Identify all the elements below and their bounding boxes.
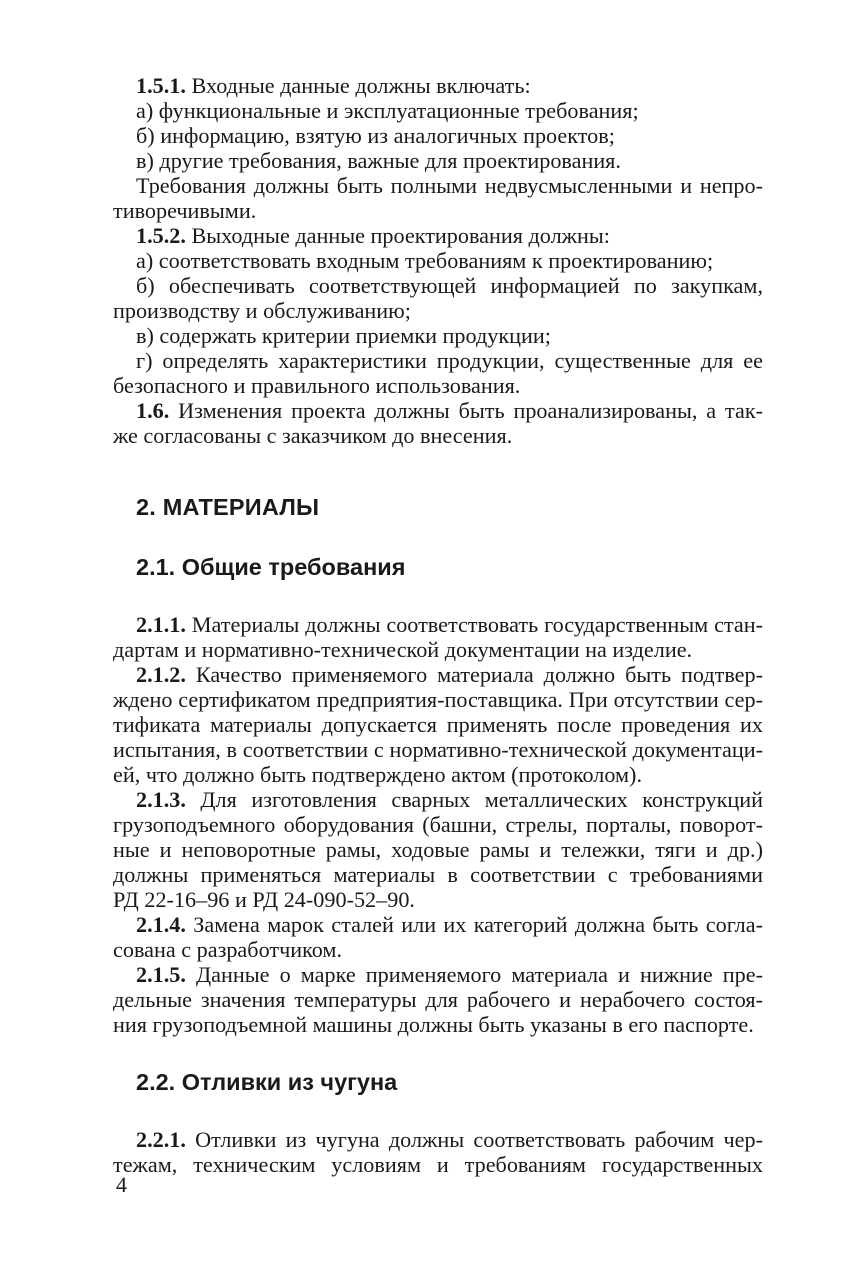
subsection-heading: 2.1. Общие требования xyxy=(136,554,406,580)
clause-text: Качество применяемого материала должно быть подтвер- xyxy=(185,662,763,687)
section-heading: 2. МАТЕРИАЛЫ xyxy=(136,494,320,520)
clause-text: Для изготовления сварных металлических конструкций xyxy=(185,787,763,812)
paragraph-1-5-2 xyxy=(113,223,763,248)
clause-text: Данные о марке применяемого материала и нижние пре- xyxy=(185,962,763,987)
text-line: испытания, в соответствии с нормативно-технической документаци- xyxy=(113,737,763,762)
paragraph-2-1-1 xyxy=(113,612,763,637)
text-line: дельные значения температуры для рабочего и нерабочего состоя- xyxy=(113,987,763,1012)
page-number: 4 xyxy=(116,1172,127,1197)
text-line: тификата материалы допускается применять после проведения их xyxy=(113,712,763,737)
text-line: должны применяться материалы в соответствии с требованиями xyxy=(113,862,763,887)
list-item: в) содержать критерии приемки продукции; xyxy=(136,323,551,348)
clause-text: Выходные данные проектирования должны: xyxy=(185,223,610,248)
list-item: а) функциональные и эксплуатационные требования; xyxy=(136,98,639,123)
text-line: РД 22-16–96 и РД 24-090-52–90. xyxy=(113,887,415,912)
text-line: ждено сертификатом предприятия-поставщика. При отсутствии сер- xyxy=(113,687,763,712)
text-line: ные и неповоротные рамы, ходовые рамы и тележки, тяги и др.) xyxy=(113,837,763,862)
text-line: Требования должны быть полными недвусмысленными и непро- xyxy=(136,173,763,198)
paragraph-2-1-5 xyxy=(113,962,763,987)
clause-text: Изменения проекта должны быть проанализированы, а так- xyxy=(169,398,763,423)
clause-number: 2.1.3. xyxy=(136,787,186,812)
list-item: б) обеспечивать соответствующей информацией по закупкам, xyxy=(136,273,763,298)
text-line: ния грузоподъемной машины должны быть указаны в его паспорте. xyxy=(113,1012,754,1037)
text-line: грузоподъемного оборудования (башни, стрелы, порталы, поворот- xyxy=(113,812,763,837)
text-line: тежам, техническим условиям и требованиям государственных xyxy=(113,1152,763,1177)
clause-text: Замена марок сталей или их категорий должна быть согла- xyxy=(185,912,763,937)
text-line: сована с разработчиком. xyxy=(113,937,343,962)
clause-number: 2.2.1. xyxy=(136,1127,186,1152)
text-line: тиворечивыми. xyxy=(113,198,257,223)
text-line: безопасного и правильного использования. xyxy=(113,373,521,398)
list-item: б) информацию, взятую из аналогичных проектов; xyxy=(136,123,615,148)
paragraph-2-1-3 xyxy=(113,787,763,812)
list-item: а) соответствовать входным требованиям к проектированию; xyxy=(136,248,714,273)
paragraph-1-5-1 xyxy=(113,73,763,98)
clause-number: 1.5.1. xyxy=(136,73,186,98)
clause-number: 2.1.2. xyxy=(136,662,186,687)
paragraph-1-6 xyxy=(113,398,763,423)
clause-text: Отливки из чугуна должны соответствовать рабочим чер- xyxy=(185,1127,763,1152)
list-item: г) определять характеристики продукции, существенные для ее xyxy=(136,348,763,373)
paragraph-2-2-1 xyxy=(113,1127,763,1152)
text-line: производству и обслуживанию; xyxy=(113,298,411,323)
clause-number: 1.5.2. xyxy=(136,223,186,248)
text-line: ей, что должно быть подтверждено актом (протоколом). xyxy=(113,762,642,787)
clause-number: 2.1.4. xyxy=(136,912,186,937)
paragraph-2-1-2 xyxy=(113,662,763,687)
clause-number: 2.1.1. xyxy=(136,612,186,637)
clause-number: 2.1.5. xyxy=(136,962,186,987)
subsection-heading: 2.2. Отливки из чугуна xyxy=(136,1069,398,1095)
list-item: в) другие требования, важные для проектирования. xyxy=(136,148,621,173)
document-page xyxy=(113,73,763,1177)
text-line: дартам и нормативно-технической документации на изделие. xyxy=(113,637,693,662)
clause-number: 1.6. xyxy=(136,398,170,423)
clause-text: Входные данные должны включать: xyxy=(185,73,531,98)
text-line: же согласованы с заказчиком до внесения. xyxy=(113,423,513,448)
clause-text: Материалы должны соответствовать государственным стан- xyxy=(185,612,763,637)
paragraph-2-1-4 xyxy=(113,912,763,937)
